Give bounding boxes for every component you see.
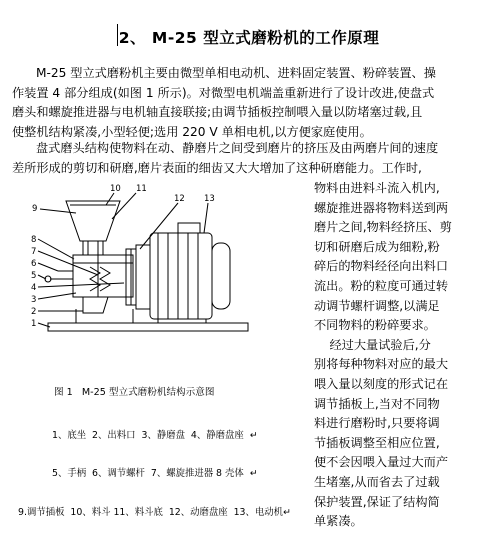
motor-body: [150, 233, 212, 319]
right-column-line: 切和研磨后成为细粉,粉: [314, 239, 440, 254]
grinding-housing: [73, 255, 133, 297]
right-column-line: 调节插板上,当对不同物: [314, 396, 440, 411]
paragraph-2: [12, 139, 438, 178]
paragraph-2-line: 差所形成的剪切和研磨,磨片表面的细齿又大大增加了这种研磨能力。工作时,: [12, 160, 422, 175]
figure-label: 12: [174, 194, 185, 204]
figure-label: 6: [31, 259, 37, 269]
figure-label: 5: [31, 271, 37, 281]
figure-label: 9: [32, 204, 38, 214]
right-column-line: 便不会因喂入量过大而产: [314, 455, 449, 470]
right-column-line: 磨片之间,物料经挤压、剪: [314, 220, 452, 235]
legend-line: 1、底坐 2、出料口 3、静磨盘 4、静磨盘座 ↵: [52, 430, 258, 441]
right-column-line: 不同物料的粉碎要求。: [314, 318, 436, 333]
paragraph-2-line: 盘式磨头结构使物料在动、静磨片之间受到磨片的挤压及由两磨片间的速度: [36, 141, 439, 155]
legend-line: 9.调节插板 10、料斗 11、料斗底 12、动磨盘座 13、电动机↵: [18, 507, 291, 518]
right-column-line: 别将每种物料对应的最大: [314, 357, 449, 372]
right-column-line: 节插板调整至相应位置,: [314, 435, 440, 450]
hopper-shape: [66, 201, 120, 241]
machine-diagram: [28, 183, 313, 383]
paragraph-1-line: M-25 型立式磨粉机主要由微型单相电动机、进料固定装置、粉碎装置、操: [36, 66, 436, 80]
text-cursor: [117, 24, 118, 46]
motor-end-cap: [136, 245, 150, 309]
hopper-neck: [83, 241, 103, 255]
right-column-line: 螺旋推进器将物料送到两: [314, 200, 449, 215]
figure-label: 13: [204, 194, 215, 204]
figure-label: 4: [31, 283, 37, 293]
right-column-line: 保护装置,保证了结构简: [314, 494, 440, 509]
right-column-line: 碎后的物料经径向出料口: [314, 259, 449, 274]
paragraph-1-line: 磨头和螺旋推进器与电机轴直接联接;由调节插板控制喂入量以防堵塞过载,且: [12, 105, 423, 120]
right-column-line: 动调节螺杆调整,以满足: [314, 298, 440, 313]
right-column-line: 单紧凑。: [314, 514, 363, 529]
right-column-line: 物料由进料斗流入机内,: [314, 181, 440, 195]
right-column-line: 流出。粉的粒度可通过转: [314, 278, 449, 293]
right-column-text: [314, 179, 452, 532]
figure-label: 7: [31, 247, 37, 257]
right-column-line: 生堵塞,从而省去了过载: [314, 474, 440, 489]
paragraph-1-line: 使整机结构紧凑,小型轻便;选用 220 V 单相电机,以方便家庭使用。: [12, 124, 372, 139]
motor-rear: [212, 243, 230, 309]
screw-conveyor: [100, 267, 110, 291]
legend-line: 5、手柄 6、调节螺杆 7、螺旋推进器 8 壳体 ↵: [52, 468, 258, 479]
motor-terminal: [178, 223, 200, 233]
figure-label: 8: [31, 235, 37, 245]
figure-caption: 图 1 M-25 型立式磨粉机结构示意图: [54, 387, 215, 398]
figure-label: 2: [31, 307, 37, 317]
paragraph-1: [12, 64, 436, 142]
machine-diagram-svg: [28, 183, 313, 383]
right-column-line: 料进行磨粉时,只要将调: [314, 416, 440, 431]
figure-label: 3: [31, 295, 37, 305]
figure-label: 1: [31, 319, 37, 329]
figure-label: 10: [110, 184, 121, 194]
paragraph-1-line: 作装置 4 部分组成(如图 1 所示)。对微型电机端盖重新进行了设计改进,使盘式: [12, 85, 435, 100]
outlet: [83, 297, 108, 313]
page-title: 2、 M-25 型立式磨粉机的工作原理: [118, 29, 380, 47]
figure-label: 11: [136, 184, 147, 194]
machine-base: [48, 323, 248, 331]
right-column-line: 喂入量以刻度的形式记在: [314, 376, 449, 391]
right-column-line: 经过大量试验后,分: [314, 337, 431, 352]
